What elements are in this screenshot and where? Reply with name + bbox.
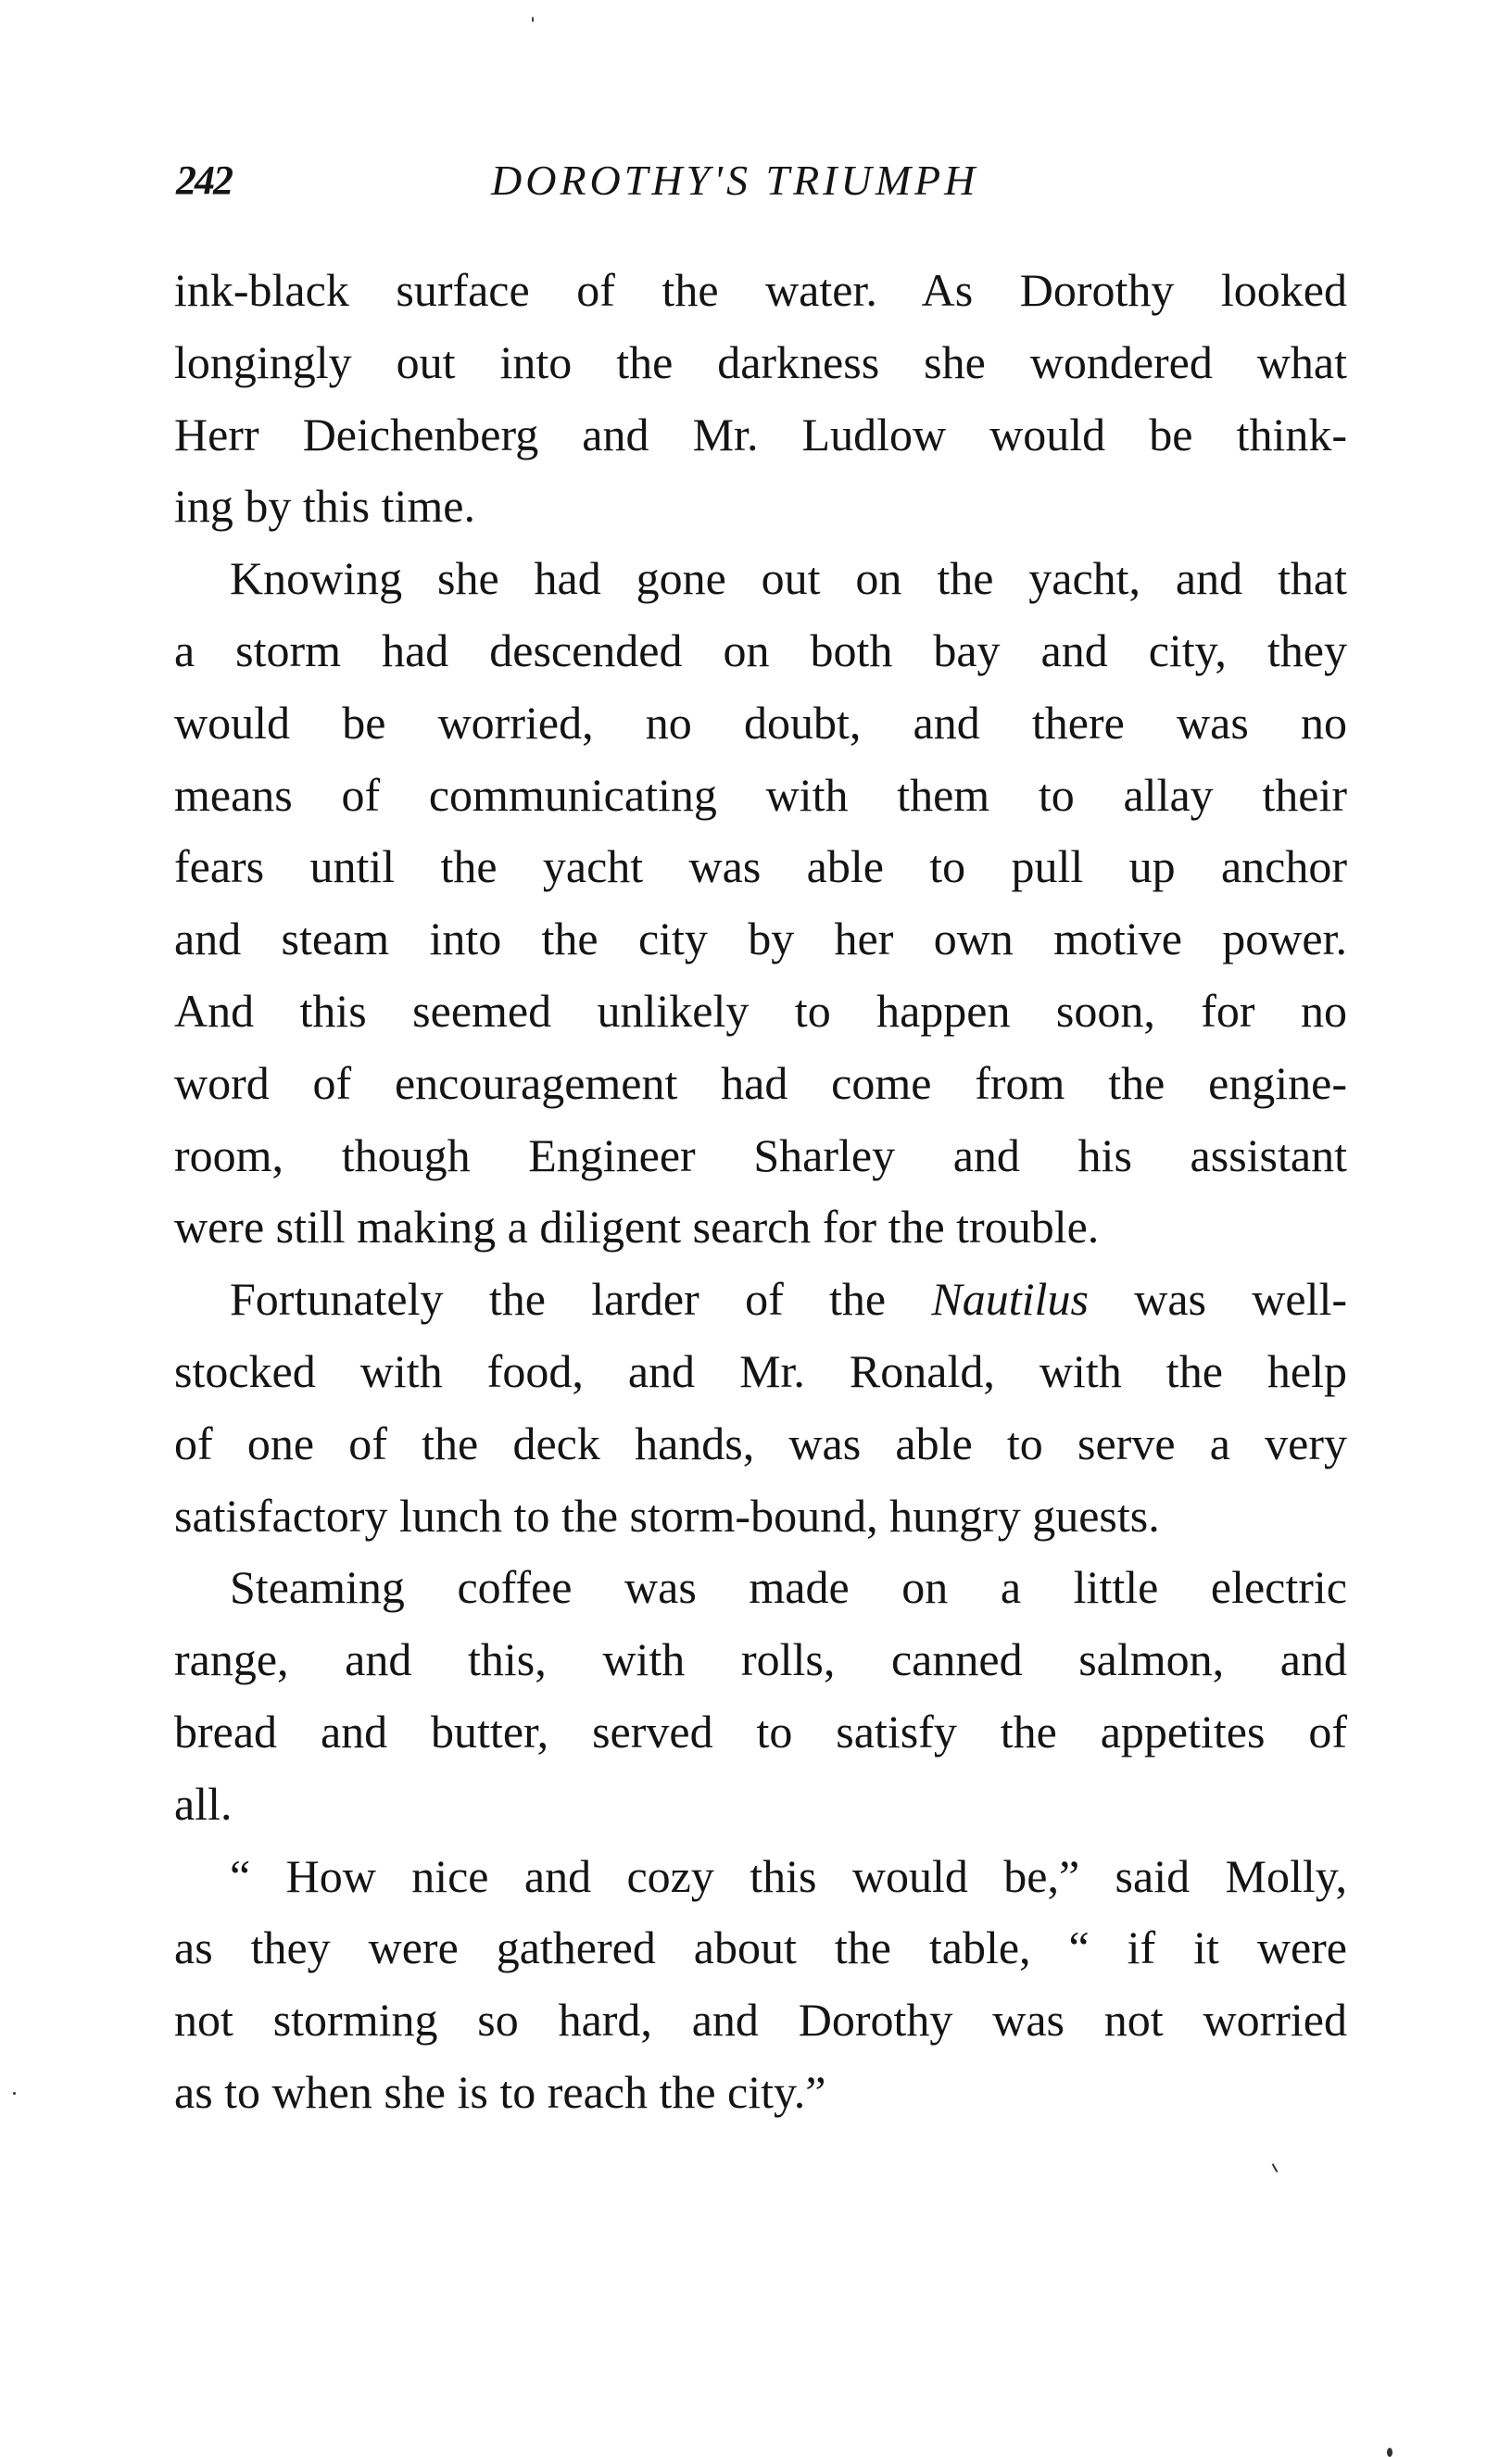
text-line: range, and this, with rolls, canned salmon, and xyxy=(174,1633,1347,1686)
text-line: Herr Deichenberg and Mr. Ludlow would be think- xyxy=(174,408,1347,460)
text-line: longingly out into the darkness she wondered what xyxy=(174,335,1347,388)
text-line: stocked with food, and Mr. Ronald, with the help xyxy=(174,1344,1347,1397)
text-line: satisfactory lunch to the storm-bound, hungry guests. xyxy=(174,1489,1160,1542)
text-line xyxy=(174,1264,1347,1336)
text-line: as they were gathered about the table, “ if it were xyxy=(174,1922,1347,1974)
text-line: would be worried, no doubt, and there was no xyxy=(174,696,1347,749)
text-line: ink-black surface of the water. As Dorothy looked xyxy=(174,264,1347,316)
text-line: means of communicating with them to allay their xyxy=(174,768,1347,821)
scan-speck xyxy=(1272,2163,1279,2173)
running-title: DOROTHY'S TRIUMPH xyxy=(491,157,979,204)
paragraph-5 xyxy=(174,1841,1347,2129)
text-line: ing by this time. xyxy=(174,480,475,533)
scan-speck xyxy=(532,17,534,22)
text-line: and steam into the city by her own motive power. xyxy=(174,913,1347,965)
text-line: bread and butter, served to satisfy the appetites of xyxy=(174,1705,1347,1758)
text-line: “ How nice and cozy this would be,” said Molly, xyxy=(230,1849,1347,1902)
paragraph-3 xyxy=(174,1264,1347,1552)
text-line: as to when she is to reach the city.” xyxy=(174,2065,826,2118)
paragraph-1 xyxy=(174,255,1347,543)
page-number: 242 xyxy=(176,158,232,203)
text-line: word of encouragement had come from the engine- xyxy=(174,1056,1347,1109)
text-line: a storm had descended on both bay and city, they xyxy=(174,624,1347,676)
paragraph-4 xyxy=(174,1552,1347,1840)
text-line: room, though Engineer Sharley and his assistant xyxy=(174,1128,1347,1181)
text-fragment: was well- xyxy=(1088,1273,1347,1326)
text-line: And this seemed unlikely to happen soon, for no xyxy=(174,984,1347,1037)
text-line: Steaming coffee was made on a little electric xyxy=(230,1561,1347,1614)
ship-name: Nautilus xyxy=(931,1273,1089,1326)
body-text xyxy=(174,255,1347,2129)
text-line: were still making a diligent search for the trouble. xyxy=(174,1201,1100,1254)
text-line: fears until the yacht was able to pull up anchor xyxy=(174,840,1347,893)
scan-speck xyxy=(13,2092,16,2095)
text-line: Knowing she had gone out on the yacht, and that xyxy=(230,552,1347,605)
text-fragment: Fortunately the larder of the xyxy=(230,1273,932,1326)
text-line: not storming so hard, and Dorothy was not worried xyxy=(174,1994,1347,2047)
paragraph-2 xyxy=(174,543,1347,1264)
text-line: all. xyxy=(174,1777,233,1830)
page-header xyxy=(176,148,1345,213)
text-line: of one of the deck hands, was able to serve a very xyxy=(174,1417,1347,1469)
